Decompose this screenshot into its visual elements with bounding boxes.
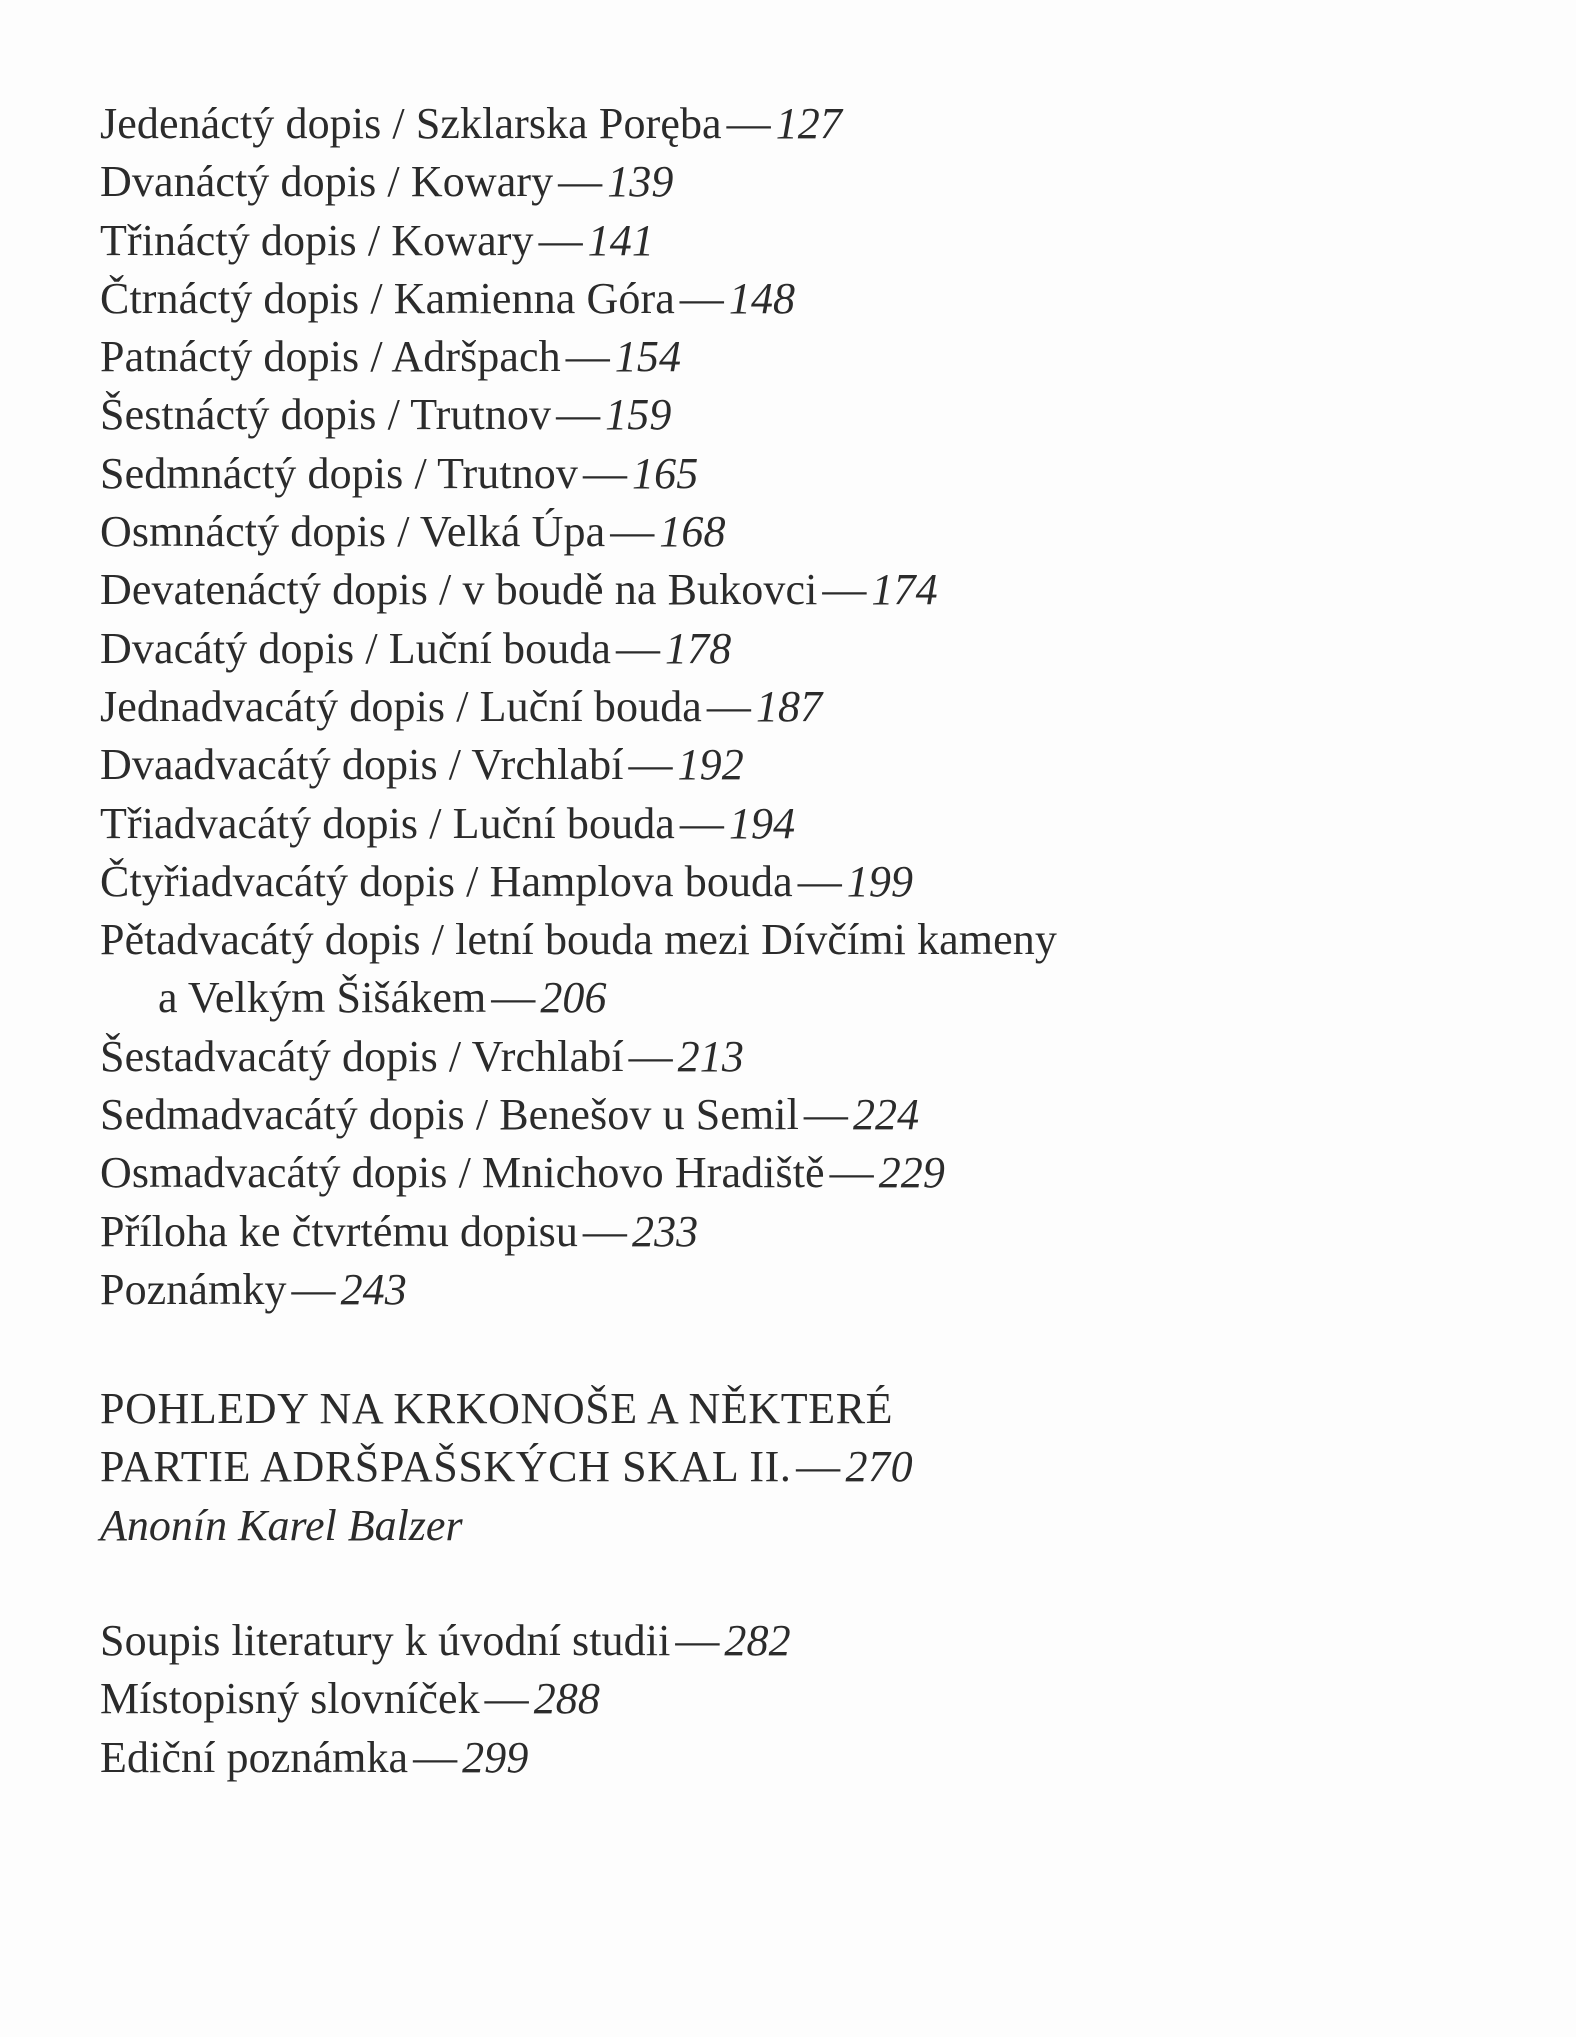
appendix-entry-dash: — <box>413 1732 458 1782</box>
toc-entry-title: Šestnáctý dopis / Trutnov <box>100 390 552 440</box>
toc-entry <box>100 386 1400 444</box>
toc-entry-dash: — <box>565 332 610 382</box>
toc-entry-title: Čtrnáctý dopis / Kamienna Góra <box>100 273 675 323</box>
toc-entry-page: 139 <box>607 157 674 207</box>
toc-entry-title: Osmnáctý dopis / Velká Úpa <box>100 507 606 557</box>
toc-entry-dash: — <box>706 681 751 731</box>
toc-entry-title: Dvaadvacátý dopis / Vrchlabí <box>100 740 624 790</box>
toc-entry-title: Osmadvacátý dopis / Mnichovo Hradiště <box>100 1148 825 1198</box>
appendix-entry-page: 282 <box>724 1616 791 1665</box>
toc-entry <box>100 328 1400 386</box>
toc-entry-dash: — <box>829 1148 874 1198</box>
toc-entry-dash: — <box>538 215 583 265</box>
toc-entry-page: 159 <box>605 390 672 440</box>
toc-entry-page: 194 <box>728 798 796 848</box>
toc-entry-page: 148 <box>728 273 796 323</box>
toc-entry-dash: — <box>491 973 536 1023</box>
section-author: Anonín Karel Balzer <box>100 1500 463 1550</box>
toc-entry-dash: — <box>556 390 601 440</box>
toc-entry-dash: — <box>803 1090 848 1140</box>
toc-entry-title-continued: a Velkým Šišákem <box>158 973 487 1023</box>
toc-entry <box>100 270 1400 328</box>
appendix-list <box>100 1612 1400 1787</box>
toc-entry-continuation <box>100 969 1400 1027</box>
toc-entry <box>100 1086 1400 1144</box>
appendix-entry-title: Soupis literatury k úvodní studii <box>100 1616 671 1665</box>
toc-entry-page: 199 <box>846 856 914 906</box>
appendix-entry-title: Místopisný slovníček <box>100 1674 480 1724</box>
toc-entry-title: Příloha ke čtvrtému dopisu <box>100 1206 578 1256</box>
appendix-entry-dash: — <box>675 1616 720 1665</box>
toc-entry <box>100 853 1400 911</box>
section-title-text: PARTIE ADRŠPAŠSKÝCH SKAL II. <box>100 1442 792 1492</box>
appendix-entry <box>100 1612 1400 1670</box>
toc-entry-title: Sedmadvacátý dopis / Benešov u Semil <box>100 1090 799 1140</box>
toc-entry <box>100 1144 1400 1202</box>
toc-entry-title: Třiadvacátý dopis / Luční bouda <box>100 798 675 848</box>
toc-entry-page: 187 <box>755 681 823 731</box>
toc-entry-page: 154 <box>614 332 682 382</box>
toc-entry <box>100 95 1400 153</box>
appendix-entry <box>100 1670 1400 1728</box>
toc-entry-page: 243 <box>340 1264 407 1314</box>
section-title-line <box>100 1438 1400 1496</box>
toc-entry-title: Devatenáctý dopis / v boudě na Bukovci <box>100 565 818 615</box>
toc-entry <box>100 795 1400 853</box>
toc-entry <box>100 212 1400 270</box>
toc-entry-page: 192 <box>677 740 744 790</box>
toc-entry <box>100 561 1400 619</box>
toc-entry-dash: — <box>628 1031 673 1081</box>
toc-entry <box>100 153 1400 211</box>
toc-entry-page: 224 <box>852 1090 920 1140</box>
toc-entry-page: 141 <box>587 215 654 265</box>
section-heading <box>100 1380 1400 1555</box>
toc-entry <box>100 503 1400 561</box>
appendix-entry-page: 299 <box>462 1732 529 1782</box>
toc-entry-title: Poznámky <box>100 1264 287 1314</box>
appendix-entry <box>100 1729 1400 1787</box>
toc-entry-page: 233 <box>631 1206 699 1256</box>
toc-entry-title: Jednadvacátý dopis / Luční bouda <box>100 681 702 731</box>
toc-entry-dash: — <box>610 507 655 557</box>
toc-entry-dash: — <box>797 856 842 906</box>
section-page: 270 <box>845 1442 914 1492</box>
toc-entry <box>100 736 1400 794</box>
toc-entry-title: Pětadvacátý dopis / letní bouda mezi Dívčími kameny <box>100 915 1057 965</box>
toc-entry <box>100 1028 1400 1086</box>
toc-entry-title: Šestadvacátý dopis / Vrchlabí <box>100 1031 624 1081</box>
toc-entry-dash: — <box>726 99 771 148</box>
toc-entry-dash: — <box>582 1206 628 1256</box>
appendix-entry-title: Ediční poznámka <box>100 1732 409 1782</box>
toc-entry-dash: — <box>615 623 661 673</box>
toc-entry-title: Dvanáctý dopis / Kowary <box>100 157 554 207</box>
toc-entry-title: Čtyřiadvacátý dopis / Hamplova bouda <box>100 856 793 906</box>
toc-entry-title: Patnáctý dopis / Adršpach <box>100 332 561 382</box>
toc-entry-title: Jedenáctý dopis / Szklarska Poręba <box>100 99 722 148</box>
table-of-contents <box>100 95 1400 1319</box>
toc-entry-dash: — <box>291 1264 336 1314</box>
toc-entry <box>100 445 1400 503</box>
toc-entry-title: Sedmnáctý dopis / Trutnov <box>100 448 578 498</box>
appendix-entry-dash: — <box>484 1674 529 1724</box>
toc-entry-dash: — <box>582 448 628 498</box>
toc-entry-page: 178 <box>665 623 732 673</box>
appendix-entry-page: 288 <box>533 1674 600 1724</box>
toc-entry-dash: — <box>679 273 724 323</box>
toc-entry-title: Dvacátý dopis / Luční bouda <box>100 623 612 673</box>
toc-entry-title: Třináctý dopis / Kowary <box>100 215 534 265</box>
toc-entry-page: 229 <box>878 1148 945 1198</box>
section-dash: — <box>796 1442 841 1492</box>
toc-entry <box>100 1261 1400 1319</box>
section-title-text: POHLEDY NA KRKONOŠE A NĚKTERÉ <box>100 1384 894 1433</box>
toc-entry-page: 206 <box>540 973 607 1023</box>
toc-entry-dash: — <box>558 157 603 207</box>
toc-entry-dash: — <box>679 798 724 848</box>
toc-entry <box>100 911 1400 969</box>
toc-entry-dash: — <box>822 565 867 615</box>
toc-entry-page: 127 <box>775 99 842 148</box>
toc-entry <box>100 678 1400 736</box>
toc-entry-page: 213 <box>677 1031 744 1081</box>
toc-entry-page: 168 <box>659 507 726 557</box>
toc-entry-dash: — <box>628 740 673 790</box>
toc-entry-page: 165 <box>632 448 699 498</box>
toc-entry-page: 174 <box>871 565 938 615</box>
section-title-line <box>100 1380 1400 1438</box>
toc-entry <box>100 1203 1400 1261</box>
toc-entry <box>100 620 1400 678</box>
